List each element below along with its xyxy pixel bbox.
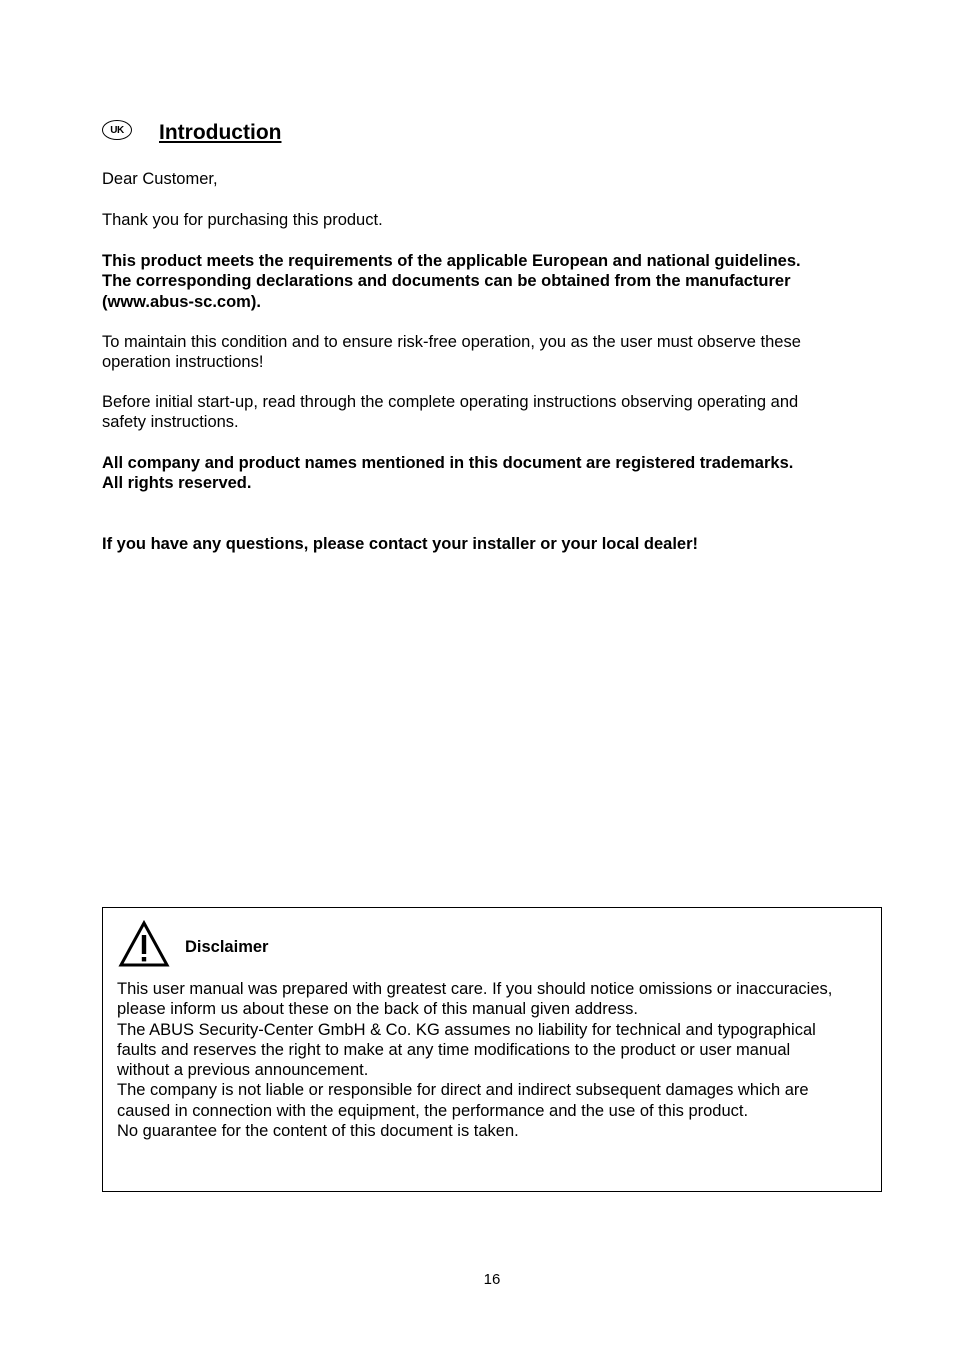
trademarks-line: All rights reserved. — [102, 474, 252, 493]
maintain-paragraph — [102, 332, 882, 373]
maintain-line: To maintain this condition and to ensure risk-free operation, you as the user must observe these — [102, 333, 801, 351]
maintain-line: operation instructions! — [102, 353, 264, 372]
compliance-line: The corresponding declarations and documents can be obtained from the manufacturer — [102, 272, 791, 291]
trademarks-paragraph — [102, 453, 882, 494]
disclaimer-body — [117, 979, 887, 1141]
compliance-line: (www.abus-sc.com). — [102, 292, 261, 311]
startup-line: safety instructions. — [102, 413, 239, 432]
startup-paragraph — [102, 392, 882, 433]
warning-triangle-icon — [118, 920, 170, 968]
uk-language-icon: UK — [102, 120, 132, 140]
compliance-paragraph — [102, 251, 882, 312]
compliance-line: This product meets the requirements of the applicable European and national guidelines. — [102, 252, 801, 270]
disclaimer-line: faults and reserves the right to make at any time modifications to the product or user manual — [117, 1040, 791, 1059]
disclaimer-title: Disclaimer — [185, 938, 269, 956]
startup-line: Before initial start-up, read through the complete operating instructions observing operating and — [102, 393, 799, 411]
thanks-text: Thank you for purchasing this product. — [102, 211, 383, 229]
greeting-text: Dear Customer, — [102, 170, 218, 188]
disclaimer-line: This user manual was prepared with greatest care. If you should notice omissions or inaccuracies, — [117, 980, 833, 998]
page-number: 16 — [483, 1271, 501, 1288]
disclaimer-line: The company is not liable or responsible for direct and indirect subsequent damages which are — [117, 1081, 809, 1100]
page-title: Introduction — [159, 121, 282, 144]
disclaimer-line: The ABUS Security-Center GmbH & Co. KG assumes no liability for technical and typographical — [117, 1020, 816, 1039]
disclaimer-line: caused in connection with the equipment, the performance and the use of this product. — [117, 1101, 749, 1120]
disclaimer-line: please inform us about these on the back of this manual given address. — [117, 1000, 638, 1019]
disclaimer-box — [102, 907, 882, 1192]
disclaimer-line: without a previous announcement. — [117, 1061, 369, 1080]
trademarks-line: All company and product names mentioned in this document are registered trademarks. — [102, 454, 794, 472]
questions-text: If you have any questions, please contact your installer or your local dealer! — [102, 535, 699, 553]
disclaimer-line: No guarantee for the content of this document is taken. — [117, 1122, 519, 1141]
